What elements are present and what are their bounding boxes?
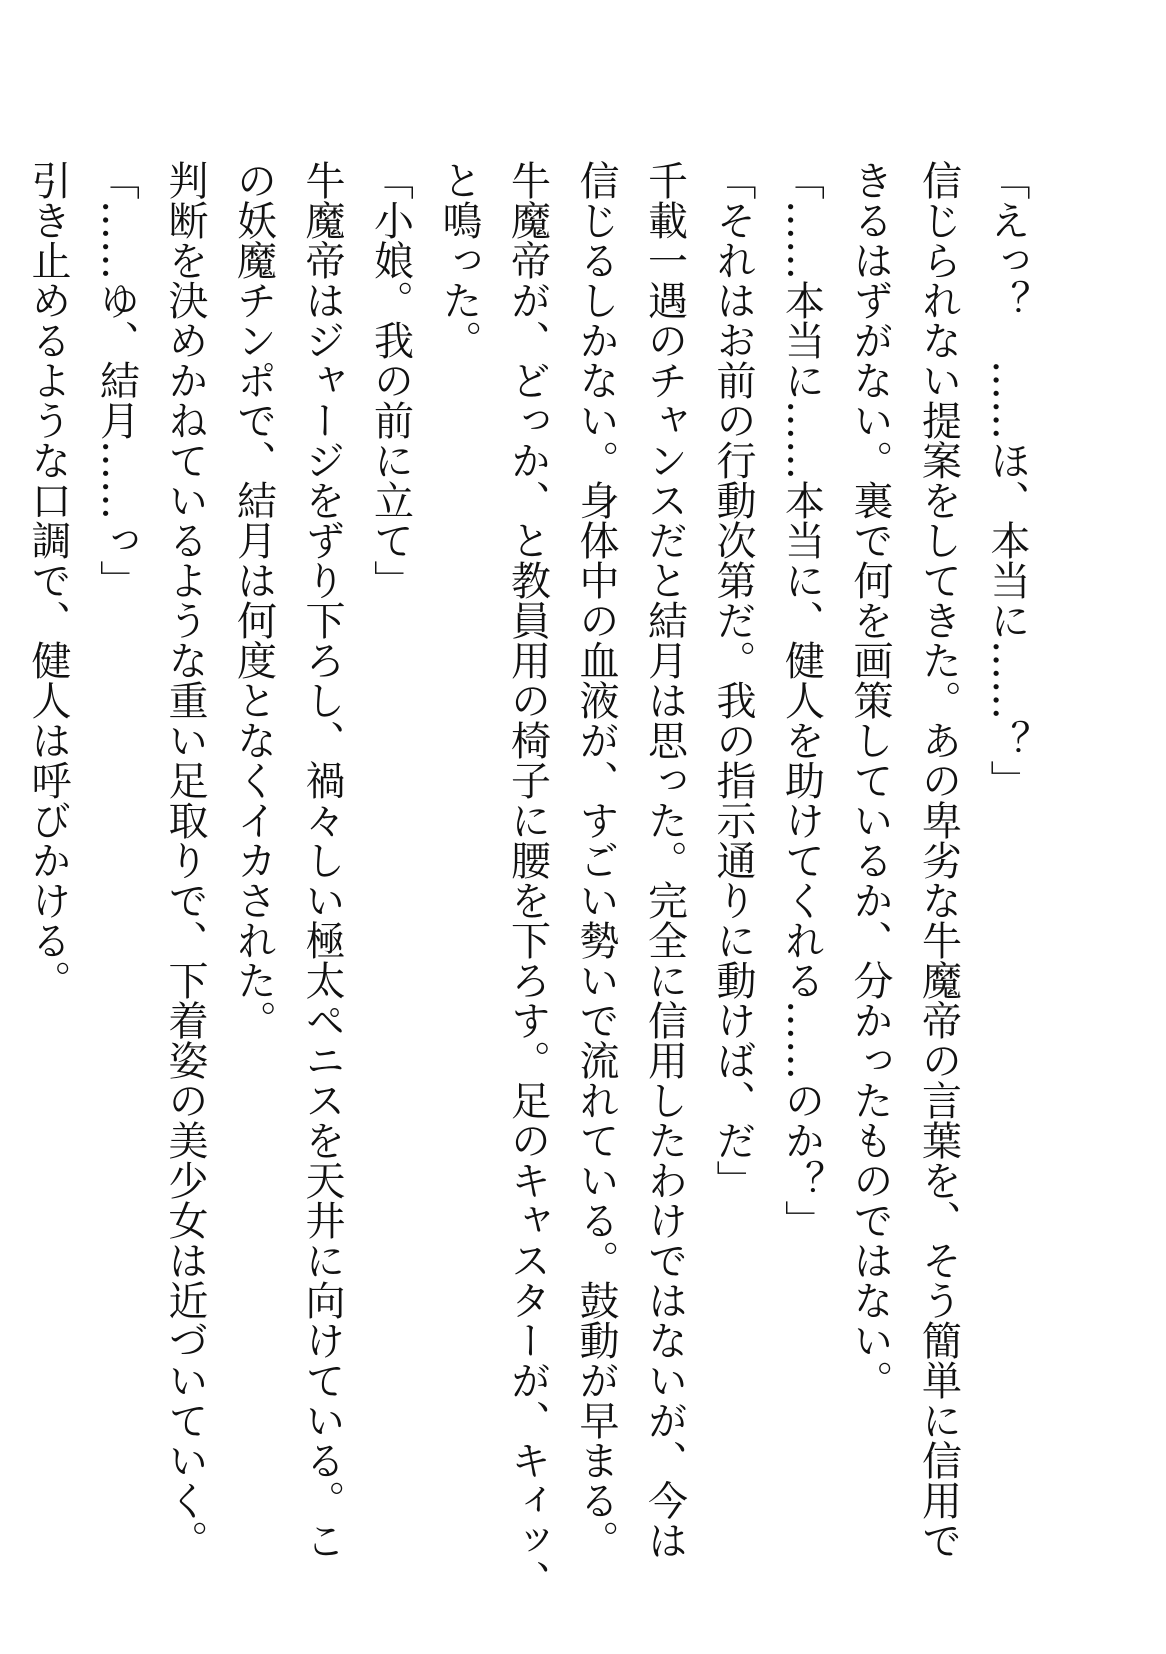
text-line: 牛魔帝はジャージをずり下ろし、禍々しい極太ペニスを天井に向けている。こ: [299, 160, 345, 1560]
text-line: の妖魔チンポで、結月は何度となくイカされた。: [230, 160, 277, 1040]
text-line: きるはずがない。裏で何を画策しているか、分かったものではない。: [847, 160, 893, 1400]
text-line: 信じるしかない。身体中の血液が、すごい勢いで流れている。鼓動が早まる。: [573, 160, 619, 1560]
text-line: 信じられない提案をしてきた。あの卑劣な牛魔帝の言葉を、そう簡単に信用で: [915, 160, 962, 1560]
text-line: 牛魔帝が、どっか、と教員用の椅子に腰を下ろす。足のキャスターが、キィッ、: [504, 160, 551, 1600]
vertical-text-body: [25, 160, 1041, 1600]
text-line: 判断を決めかねているような重い足取りで、下着姿の美少女は近づいていく。: [162, 160, 208, 1560]
text-line: 「えっ？ ……ほ、本当に……？」: [984, 160, 1030, 800]
text-line: 千載一遇のチャンスだと結月は思った。完全に信用したわけではないが、今は: [641, 160, 688, 1560]
text-line: 「小娘。我の前に立て」: [367, 160, 414, 600]
text-line: 「……本当に……本当に、健人を助けてくれる……のか？」: [778, 160, 825, 1240]
text-line: 「……ゆ、結月……っ」: [93, 160, 140, 600]
text-line: 「それはお前の行動次第だ。我の指示通りに動けば、だ」: [710, 160, 756, 1200]
text-line: と鳴った。: [436, 160, 482, 360]
text-line: 引き止めるような口調で、健人は呼びかける。: [25, 160, 71, 1000]
